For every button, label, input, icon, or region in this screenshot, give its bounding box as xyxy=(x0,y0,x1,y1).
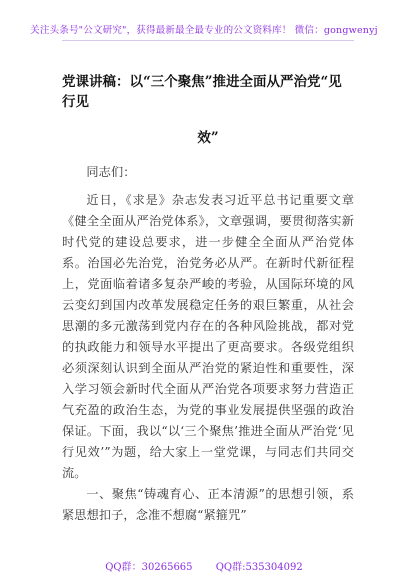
document-body xyxy=(62,162,354,526)
document-title-line1: 党课讲稿：以“三个聚焦”推进全面从严治党“见行见 xyxy=(62,74,342,110)
document-title-line2: 效” xyxy=(197,130,219,146)
paragraph-2: 一、聚焦“铸魂育心、正本清源”的思想引领，系紧思想扣子，念准不想腐“紧箍咒” xyxy=(62,487,354,522)
footer-qq-group-2: QQ群:535304092 xyxy=(215,562,303,573)
paragraph-1: 近日，《求是》杂志发表习近平总书记重要文章《健全全面从严治党体系》，文章强调，要贯彻落实新时代党的建设总要求，进一步健全全面从严治党体系。治国必先治党，治党务必从严。在新时代新征程上，党面临着诸多复杂严峻的考验，从国际环境的风云变幻到国内改革发展稳定任务的艰巨繁重，从社会思潮的多元激荡到党内存在的各种风险挑战，都对党的执政能力和领导水平提出了更高要求。各级党组织必须深刻认识到全面从严治党的紧迫性和重要性，深入学习领会新时代全面从严治党各项要求努力营造正气充盈的政治生态，为党的事业发展提供坚强的政治保证。下面，我以“以‘三个聚焦’推进全面从严治党‘见行见效’”为题，给大家上一堂党课，与同志们共同交流。 xyxy=(62,193,354,480)
footer-qq-group-1: QQ群：30265665 xyxy=(105,562,193,573)
page-header-note: 关注头条号"公文研究"，获得最新最全最专业的公文资料库！ 微信：gongwenyj xyxy=(30,25,378,36)
page-footer xyxy=(0,558,408,573)
header-divider xyxy=(62,40,354,41)
greeting: 同志们： xyxy=(86,165,136,179)
